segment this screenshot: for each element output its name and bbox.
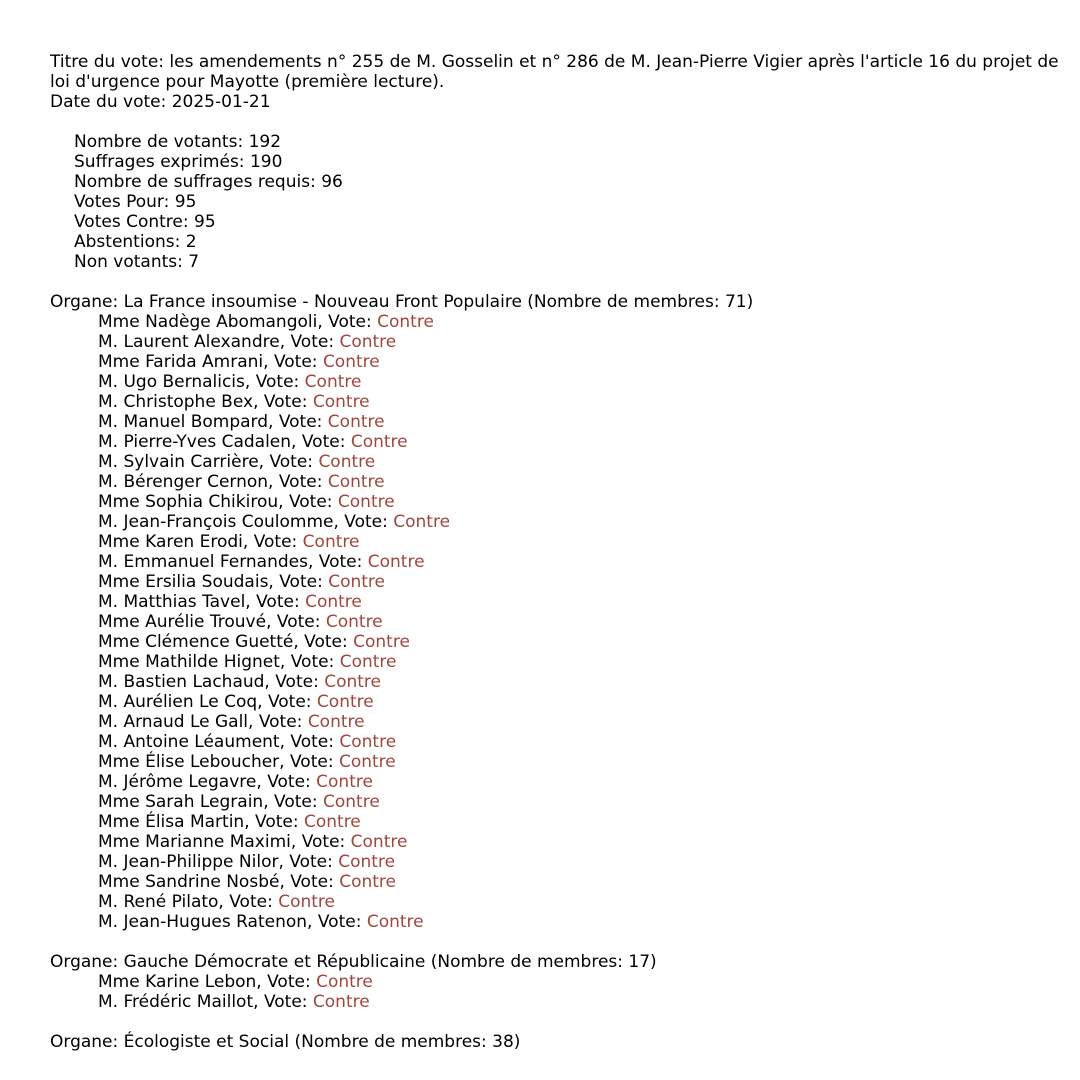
vote-title: les amendements n° 255 de M. Gosselin et n° 286 de M. Jean-Pierre Vigier après l'article 16 du projet de <box>169 52 1059 72</box>
member-name: M. Bastien Lachaud, <box>98 672 270 692</box>
vote-label: Vote: <box>317 912 362 932</box>
vote-value: Contre <box>327 412 385 432</box>
member-name: M. Bérenger Cernon, <box>98 472 274 492</box>
vote-value: Contre <box>325 612 383 632</box>
vote-value: Contre <box>307 712 365 732</box>
member-name: M. Jérôme Legavre, <box>98 772 262 792</box>
vote-value: Contre <box>312 392 370 412</box>
spacer <box>50 272 1080 292</box>
vote-label: Vote: <box>290 872 334 892</box>
member-vote-line <box>50 552 1080 572</box>
vote-value: Contre <box>339 332 397 352</box>
member-name: M. Aurélien Le Coq, <box>98 692 263 712</box>
member-name: M. Matthias Tavel, <box>98 592 251 612</box>
vote-label: Vote: <box>255 372 300 392</box>
vote-label: Vote: <box>273 352 318 372</box>
vote-value: Contre <box>327 472 385 492</box>
stat-value: 190 <box>249 152 283 172</box>
member-vote-line <box>50 472 1080 492</box>
member-vote-line <box>50 512 1080 532</box>
stat-value: 192 <box>248 132 282 152</box>
stat-value: 96 <box>321 172 343 192</box>
stat-label: Nombre de suffrages requis: <box>74 172 316 192</box>
member-vote-line <box>50 592 1080 612</box>
member-vote-line <box>50 872 1080 892</box>
vote-value: Contre <box>367 552 425 572</box>
member-vote-line <box>50 452 1080 472</box>
member-name: M. Emmanuel Fernandes, <box>98 552 314 572</box>
organe-header: Organe: La France insoumise - Nouveau Front Populaire (Nombre de membres: 71) <box>50 292 754 312</box>
vote-title-line-2: loi d'urgence pour Mayotte (première lecture). <box>50 72 445 92</box>
vote-value: Contre <box>350 832 408 852</box>
member-name: Mme Aurélie Trouvé, <box>98 612 272 632</box>
vote-label: Vote: <box>289 752 334 772</box>
member-vote-line <box>50 812 1080 832</box>
vote-label: Vote: <box>278 412 323 432</box>
member-vote-line <box>50 632 1080 652</box>
vote-title-label: Titre du vote: <box>50 52 165 72</box>
vote-value: Contre <box>305 592 362 612</box>
vote-label: Vote: <box>276 612 321 632</box>
vote-value: Contre <box>339 872 397 892</box>
spacer <box>50 1012 1080 1032</box>
vote-value: Contre <box>339 732 397 752</box>
member-vote-line <box>50 972 1080 992</box>
member-vote-line <box>50 752 1080 772</box>
vote-label: Vote: <box>279 572 323 592</box>
vote-label: Vote: <box>267 972 311 992</box>
vote-label: Vote: <box>275 672 319 692</box>
vote-value: Contre <box>303 812 361 832</box>
vote-label: Vote: <box>269 452 314 472</box>
organe-header: Organe: Écologiste et Social (Nombre de membres: 38) <box>50 1032 521 1052</box>
stat-value: 95 <box>174 192 197 212</box>
vote-value: Contre <box>393 512 451 532</box>
member-name: M. Frédéric Maillot, <box>98 992 259 1012</box>
vote-value: Contre <box>316 772 373 792</box>
member-vote-line <box>50 992 1080 1012</box>
member-vote-line <box>50 612 1080 632</box>
vote-label: Vote: <box>318 552 363 572</box>
vote-label: Vote: <box>289 852 333 872</box>
member-vote-line <box>50 372 1080 392</box>
stat-label: Non votants: <box>74 252 183 272</box>
member-name: Mme Karen Erodi, <box>98 532 249 552</box>
vote-title-line-1 <box>50 52 1080 72</box>
stat-line <box>50 132 1080 152</box>
vote-label: Vote: <box>274 792 318 812</box>
vote-value: Contre <box>337 492 395 512</box>
vote-label: Vote: <box>290 332 335 352</box>
member-vote-line <box>50 532 1080 552</box>
stat-line <box>50 212 1080 232</box>
member-name: Mme Élise Leboucher, <box>98 752 285 772</box>
stat-value: 7 <box>188 252 200 272</box>
member-vote-line <box>50 572 1080 592</box>
stat-label: Nombre de votants: <box>74 132 244 152</box>
vote-label: Vote: <box>278 472 323 492</box>
vote-label: Vote: <box>344 512 388 532</box>
member-vote-line <box>50 332 1080 352</box>
stat-line <box>50 232 1080 252</box>
member-vote-line <box>50 392 1080 412</box>
member-name: Mme Farida Amrani, <box>98 352 269 372</box>
member-name: M. Christophe Bex, <box>98 392 259 412</box>
stat-line <box>50 172 1080 192</box>
member-name: Mme Mathilde Hignet, <box>98 652 286 672</box>
vote-document <box>50 52 1080 1052</box>
vote-statistics <box>50 132 1080 272</box>
vote-label: Vote: <box>288 492 333 512</box>
member-vote-line <box>50 692 1080 712</box>
member-name: Mme Marianne Maximi, <box>98 832 297 852</box>
stat-label: Abstentions: <box>74 232 181 252</box>
vote-value: Contre <box>350 432 408 452</box>
member-name: M. Laurent Alexandre, <box>98 332 286 352</box>
vote-value: Contre <box>302 532 360 552</box>
member-vote-line <box>50 412 1080 432</box>
vote-value: Contre <box>366 912 424 932</box>
member-vote-line <box>50 432 1080 452</box>
vote-value: Contre <box>316 972 373 992</box>
member-vote-line <box>50 732 1080 752</box>
vote-value: Contre <box>339 652 397 672</box>
stat-label: Votes Pour: <box>74 192 170 212</box>
member-vote-line <box>50 912 1080 932</box>
member-name: M. Arnaud Le Gall, <box>98 712 254 732</box>
member-vote-line <box>50 772 1080 792</box>
vote-label: Vote: <box>255 812 299 832</box>
member-name: Mme Clémence Guetté, <box>98 632 299 652</box>
spacer <box>50 932 1080 952</box>
member-name: M. Ugo Bernalicis, <box>98 372 251 392</box>
member-name: Mme Ersilia Soudais, <box>98 572 274 592</box>
vote-value: Contre <box>338 752 396 772</box>
member-vote-line <box>50 672 1080 692</box>
spacer <box>50 112 1080 132</box>
vote-label: Vote: <box>290 732 334 752</box>
vote-value: Contre <box>322 352 380 372</box>
vote-value: Contre <box>323 792 380 812</box>
stat-value: 95 <box>194 212 216 232</box>
vote-value: Contre <box>338 852 396 872</box>
vote-label: Vote: <box>256 592 300 612</box>
stat-label: Votes Contre: <box>74 212 189 232</box>
member-name: M. Manuel Bompard, <box>98 412 274 432</box>
member-vote-line <box>50 312 1080 332</box>
member-vote-line <box>50 792 1080 812</box>
member-vote-line <box>50 712 1080 732</box>
vote-value: Contre <box>324 672 382 692</box>
member-vote-line <box>50 892 1080 912</box>
vote-value: Contre <box>304 372 362 392</box>
vote-label: Vote: <box>267 692 312 712</box>
stat-value: 2 <box>185 232 197 252</box>
member-name: M. Pierre-Yves Cadalen, <box>98 432 297 452</box>
member-name: Mme Élisa Martin, <box>98 812 250 832</box>
organe-list <box>50 272 1080 1052</box>
stat-line <box>50 192 1080 212</box>
member-name: M. Sylvain Carrière, <box>98 452 265 472</box>
vote-label: Vote: <box>304 632 348 652</box>
member-name: Mme Sandrine Nosbé, <box>98 872 285 892</box>
member-name: Mme Sophia Chikirou, <box>98 492 284 512</box>
member-name: M. Jean-François Coulomme, <box>98 512 339 532</box>
vote-date <box>50 92 1080 112</box>
vote-label: Vote: <box>253 532 298 552</box>
member-vote-line <box>50 852 1080 872</box>
vote-label: Vote: <box>328 312 372 332</box>
member-name: M. Jean-Hugues Ratenon, <box>98 912 313 932</box>
stat-label: Suffrages exprimés: <box>74 152 245 172</box>
member-name: Mme Karine Lebon, <box>98 972 262 992</box>
vote-value: Contre <box>316 692 374 712</box>
stat-line <box>50 152 1080 172</box>
vote-label: Vote: <box>267 772 311 792</box>
member-name: Mme Nadège Abomangoli, <box>98 312 323 332</box>
vote-label: Vote: <box>258 712 303 732</box>
vote-value: Contre <box>278 892 336 912</box>
vote-label: Vote: <box>290 652 335 672</box>
vote-date-value: 2025-01-21 <box>171 92 271 112</box>
vote-date-label: Date du vote: <box>50 92 167 112</box>
member-vote-line <box>50 352 1080 372</box>
organe-header: Organe: Gauche Démocrate et Républicaine (Nombre de membres: 17) <box>50 952 657 972</box>
member-name: Mme Sarah Legrain, <box>98 792 269 812</box>
member-vote-line <box>50 832 1080 852</box>
vote-label: Vote: <box>301 832 346 852</box>
vote-value: Contre <box>318 452 376 472</box>
vote-label: Vote: <box>229 892 273 912</box>
member-name: M. Jean-Philippe Nilor, <box>98 852 284 872</box>
vote-label: Vote: <box>263 392 308 412</box>
stat-line <box>50 252 1080 272</box>
member-vote-line <box>50 492 1080 512</box>
vote-value: Contre <box>312 992 370 1012</box>
vote-label: Vote: <box>301 432 346 452</box>
member-name: M. Antoine Léaument, <box>98 732 285 752</box>
vote-label: Vote: <box>263 992 308 1012</box>
member-name: M. René Pilato, <box>98 892 224 912</box>
member-vote-line <box>50 652 1080 672</box>
vote-value: Contre <box>377 312 434 332</box>
vote-value: Contre <box>353 632 410 652</box>
vote-value: Contre <box>328 572 385 592</box>
